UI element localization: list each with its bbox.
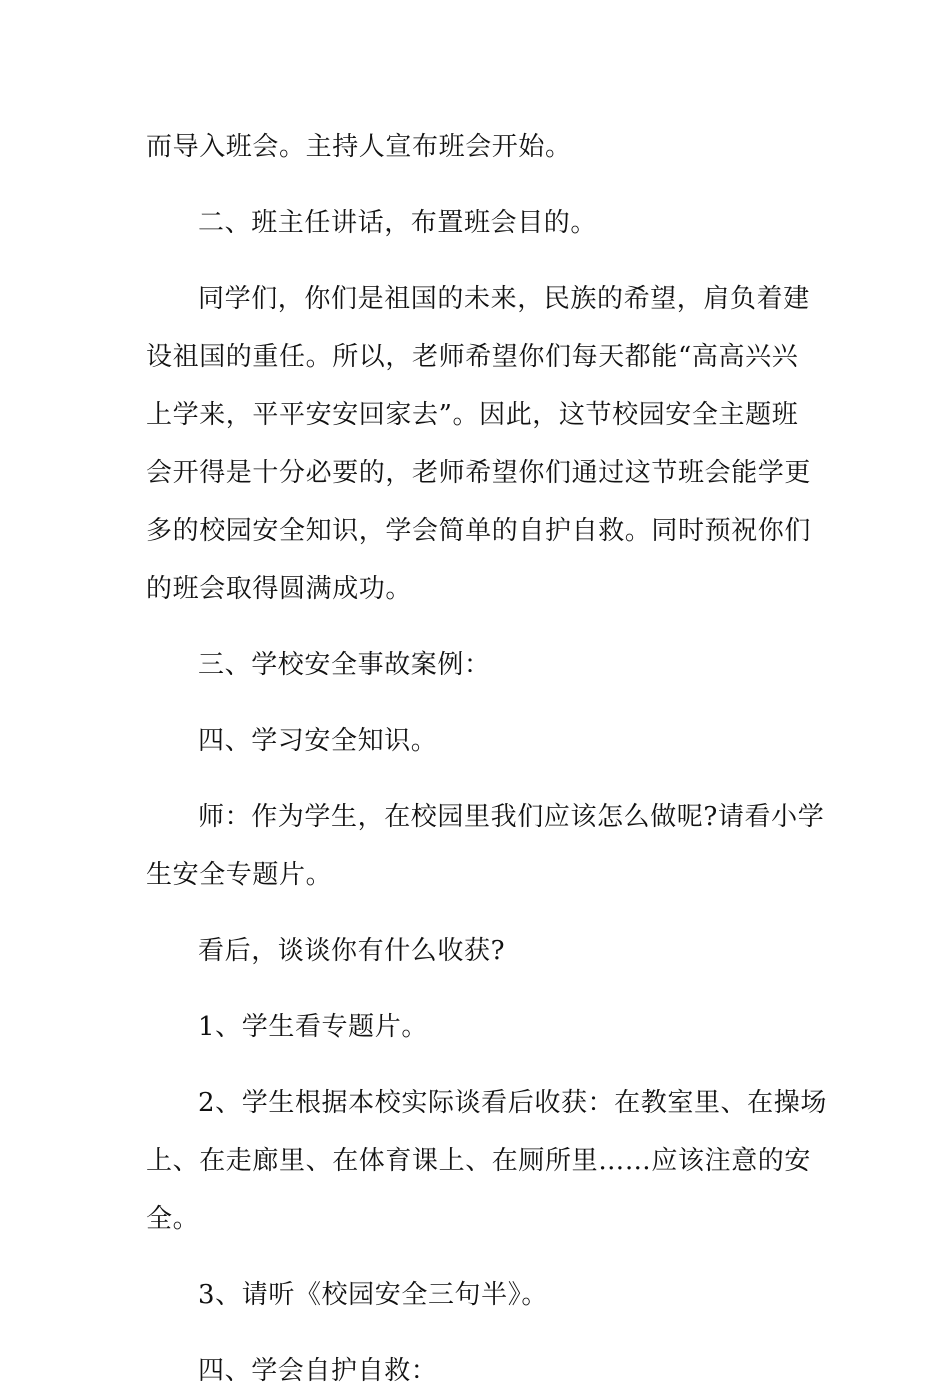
paragraph-line: 设祖国的重任。所以，老师希望你们每天都能“高高兴兴 [146, 342, 799, 372]
paragraph-line: 同学们，你们是祖国的未来，民族的希望，肩负着建 [198, 284, 810, 314]
text-line-intro: 而导入班会。主持人宣布班会开始。 [146, 132, 572, 162]
list-item: 1、学生看专题片。 [198, 1012, 428, 1042]
list-item-continuation: 上、在走廊里、在体育课上、在厕所里……应该注意的安 [146, 1146, 812, 1176]
paragraph-line: 师：作为学生，在校园里我们应该怎么做呢?请看小学 [198, 802, 825, 832]
document-body [146, 118, 827, 1400]
paragraph-line: 多的校园安全知识，学会简单的自护自救。同时预祝你们 [146, 516, 812, 546]
paragraph-line: 生安全专题片。 [146, 860, 333, 890]
heading-case-studies: 三、学校安全事故案例： [198, 650, 491, 680]
list-item: 2、学生根据本校实际谈看后收获：在教室里、在操场 [198, 1088, 827, 1118]
heading-safety-knowledge: 四、学习安全知识。 [198, 726, 438, 756]
paragraph-line: 会开得是十分必要的，老师希望你们通过这节班会能学更 [146, 458, 812, 488]
paragraph-line: 的班会取得圆满成功。 [146, 574, 413, 604]
heading-self-protection: 四、学会自护自救： [198, 1356, 438, 1386]
paragraph-line: 上学来，平平安安回家去”。因此，这节校园安全主题班 [146, 400, 799, 430]
list-item: 3、请听《校园安全三句半》。 [198, 1280, 548, 1310]
heading-teacher-speech: 二、班主任讲话，布置班会目的。 [198, 208, 598, 238]
list-item-continuation: 全。 [146, 1204, 200, 1234]
paragraph-line: 看后，谈谈你有什么收获? [198, 936, 506, 966]
